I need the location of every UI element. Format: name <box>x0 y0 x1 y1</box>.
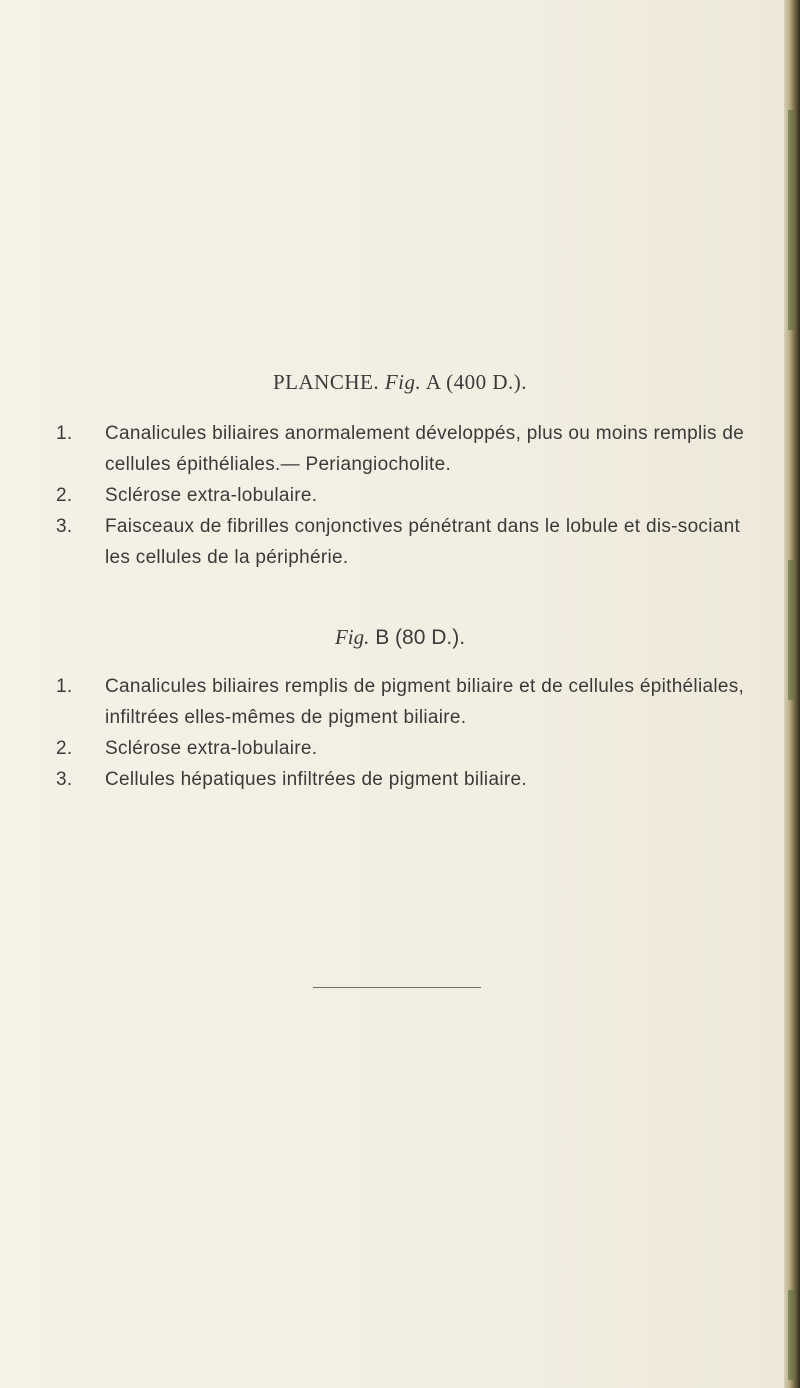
figure-b-heading-rest: B (80 D.). <box>369 626 466 649</box>
figure-b-heading-fig: Fig. <box>334 625 370 649</box>
item-number: 2. <box>56 485 73 506</box>
item-text: Sclérose extra-lobulaire. <box>105 485 318 506</box>
item-number: 2. <box>56 738 73 759</box>
plate-title-fig: Fig. <box>384 370 422 394</box>
separator-rule <box>313 987 481 988</box>
list-item <box>56 480 766 511</box>
item-text: Faisceaux de fibrilles conjonctives pénétrant dans le lobule et dis-sociant les cellules de la périphérie. <box>105 516 741 568</box>
item-number: 3. <box>56 516 73 537</box>
edge-stain <box>788 1290 794 1380</box>
list-item <box>56 418 766 480</box>
item-number: 3. <box>56 769 73 790</box>
plate-title-main: PLANCHE. <box>272 370 385 394</box>
list-item <box>56 764 766 795</box>
figure-a-legend <box>56 418 766 573</box>
item-text: Sclérose extra-lobulaire. <box>105 738 318 759</box>
item-text: Canalicules biliaires anormalement développés, plus ou moins remplis de cellules épithéliales.— Periangiocholite. <box>105 423 745 475</box>
page-edge-shadow <box>784 0 800 1388</box>
figure-b-legend <box>56 671 766 795</box>
plate-title <box>0 370 800 395</box>
plate-title-rest: A (400 D.). <box>421 370 527 394</box>
item-number: 1. <box>56 423 73 444</box>
figure-b-heading <box>0 625 800 650</box>
list-item <box>56 733 766 764</box>
item-number: 1. <box>56 676 73 697</box>
item-text: Canalicules biliaires remplis de pigment biliaire et de cellules épithéliales, infiltrées elles-mêmes de pigment biliaire. <box>105 676 745 728</box>
item-text: Cellules hépatiques infiltrées de pigment biliaire. <box>105 769 527 790</box>
list-item <box>56 671 766 733</box>
list-item <box>56 511 766 573</box>
edge-stain <box>788 110 794 330</box>
